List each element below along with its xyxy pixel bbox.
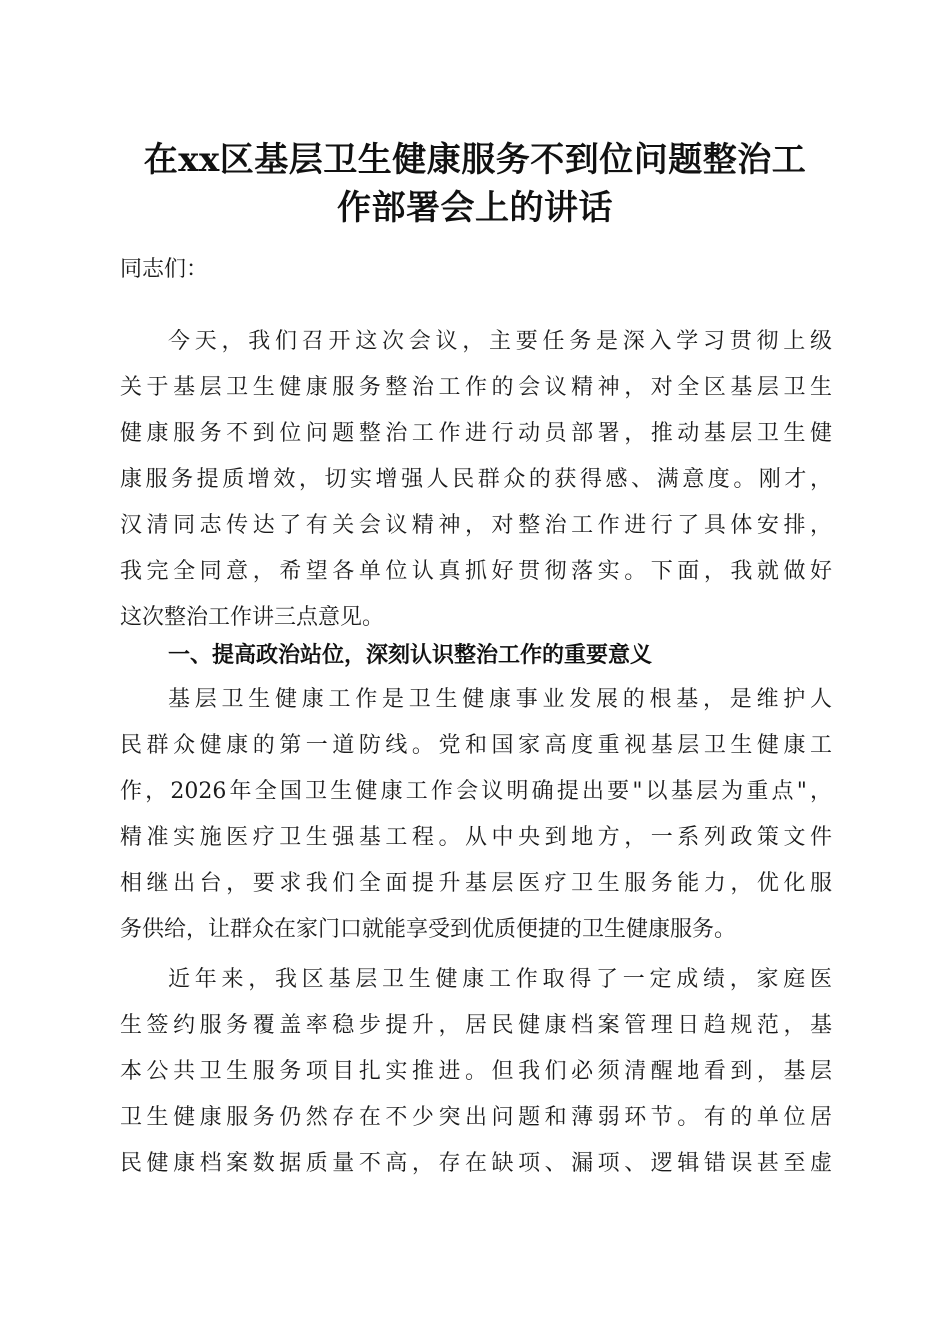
paragraph-line: 基层卫生健康工作是卫生健康事业发展的根基，是维护人 — [168, 687, 832, 712]
paragraph-line: 康服务提质增效，切实增强人民群众的获得感、满意度。刚才， — [120, 467, 832, 492]
document-title-line-2: 作部署会上的讲话 — [337, 188, 613, 228]
salutation: 同志们： — [120, 257, 209, 282]
paragraph-line: 务供给，让群众在家门口就能享受到优质便捷的卫生健康服务。 — [120, 917, 737, 942]
paragraph-line: 民群众健康的第一道防线。党和国家高度重视基层卫生健康工 — [120, 733, 832, 758]
paragraph-line: 汉清同志传达了有关会议精神，对整治工作进行了具体安排， — [120, 513, 832, 538]
paragraph-line: 这次整治工作讲三点意见。 — [120, 605, 385, 630]
paragraph-line: 卫生健康服务仍然存在不少突出问题和薄弱环节。有的单位居 — [120, 1105, 832, 1130]
paragraph-line: 精准实施医疗卫生强基工程。从中央到地方，一系列政策文件 — [120, 825, 832, 850]
paragraph-line: 关于基层卫生健康服务整治工作的会议精神，对全区基层卫生 — [120, 375, 832, 400]
paragraph-line: 生签约服务覆盖率稳步提升，居民健康档案管理日趋规范，基 — [120, 1013, 832, 1038]
paragraph-line: 相继出台，要求我们全面提升基层医疗卫生服务能力，优化服 — [120, 871, 832, 896]
paragraph-line: 民健康档案数据质量不高，存在缺项、漏项、逻辑错误甚至虚 — [120, 1151, 832, 1176]
paragraph-line: 我完全同意，希望各单位认真抓好贯彻落实。下面，我就做好 — [120, 559, 832, 584]
paragraph-line: 作，2026年全国卫生健康工作会议明确提出要"以基层为重点"， — [120, 779, 832, 804]
paragraph-line: 健康服务不到位问题整治工作进行动员部署，推动基层卫生健 — [120, 421, 832, 446]
paragraph-line: 今天，我们召开这次会议，主要任务是深入学习贯彻上级 — [168, 329, 832, 354]
section-heading: 一、提高政治站位，深刻认识整治工作的重要意义 — [168, 643, 653, 668]
paragraph-line: 本公共卫生服务项目扎实推进。但我们必须清醒地看到，基层 — [120, 1059, 832, 1084]
paragraph-line: 近年来，我区基层卫生健康工作取得了一定成绩，家庭医 — [168, 967, 832, 992]
document-title-line-1: 在xx区基层卫生健康服务不到位问题整治工 — [143, 140, 807, 180]
